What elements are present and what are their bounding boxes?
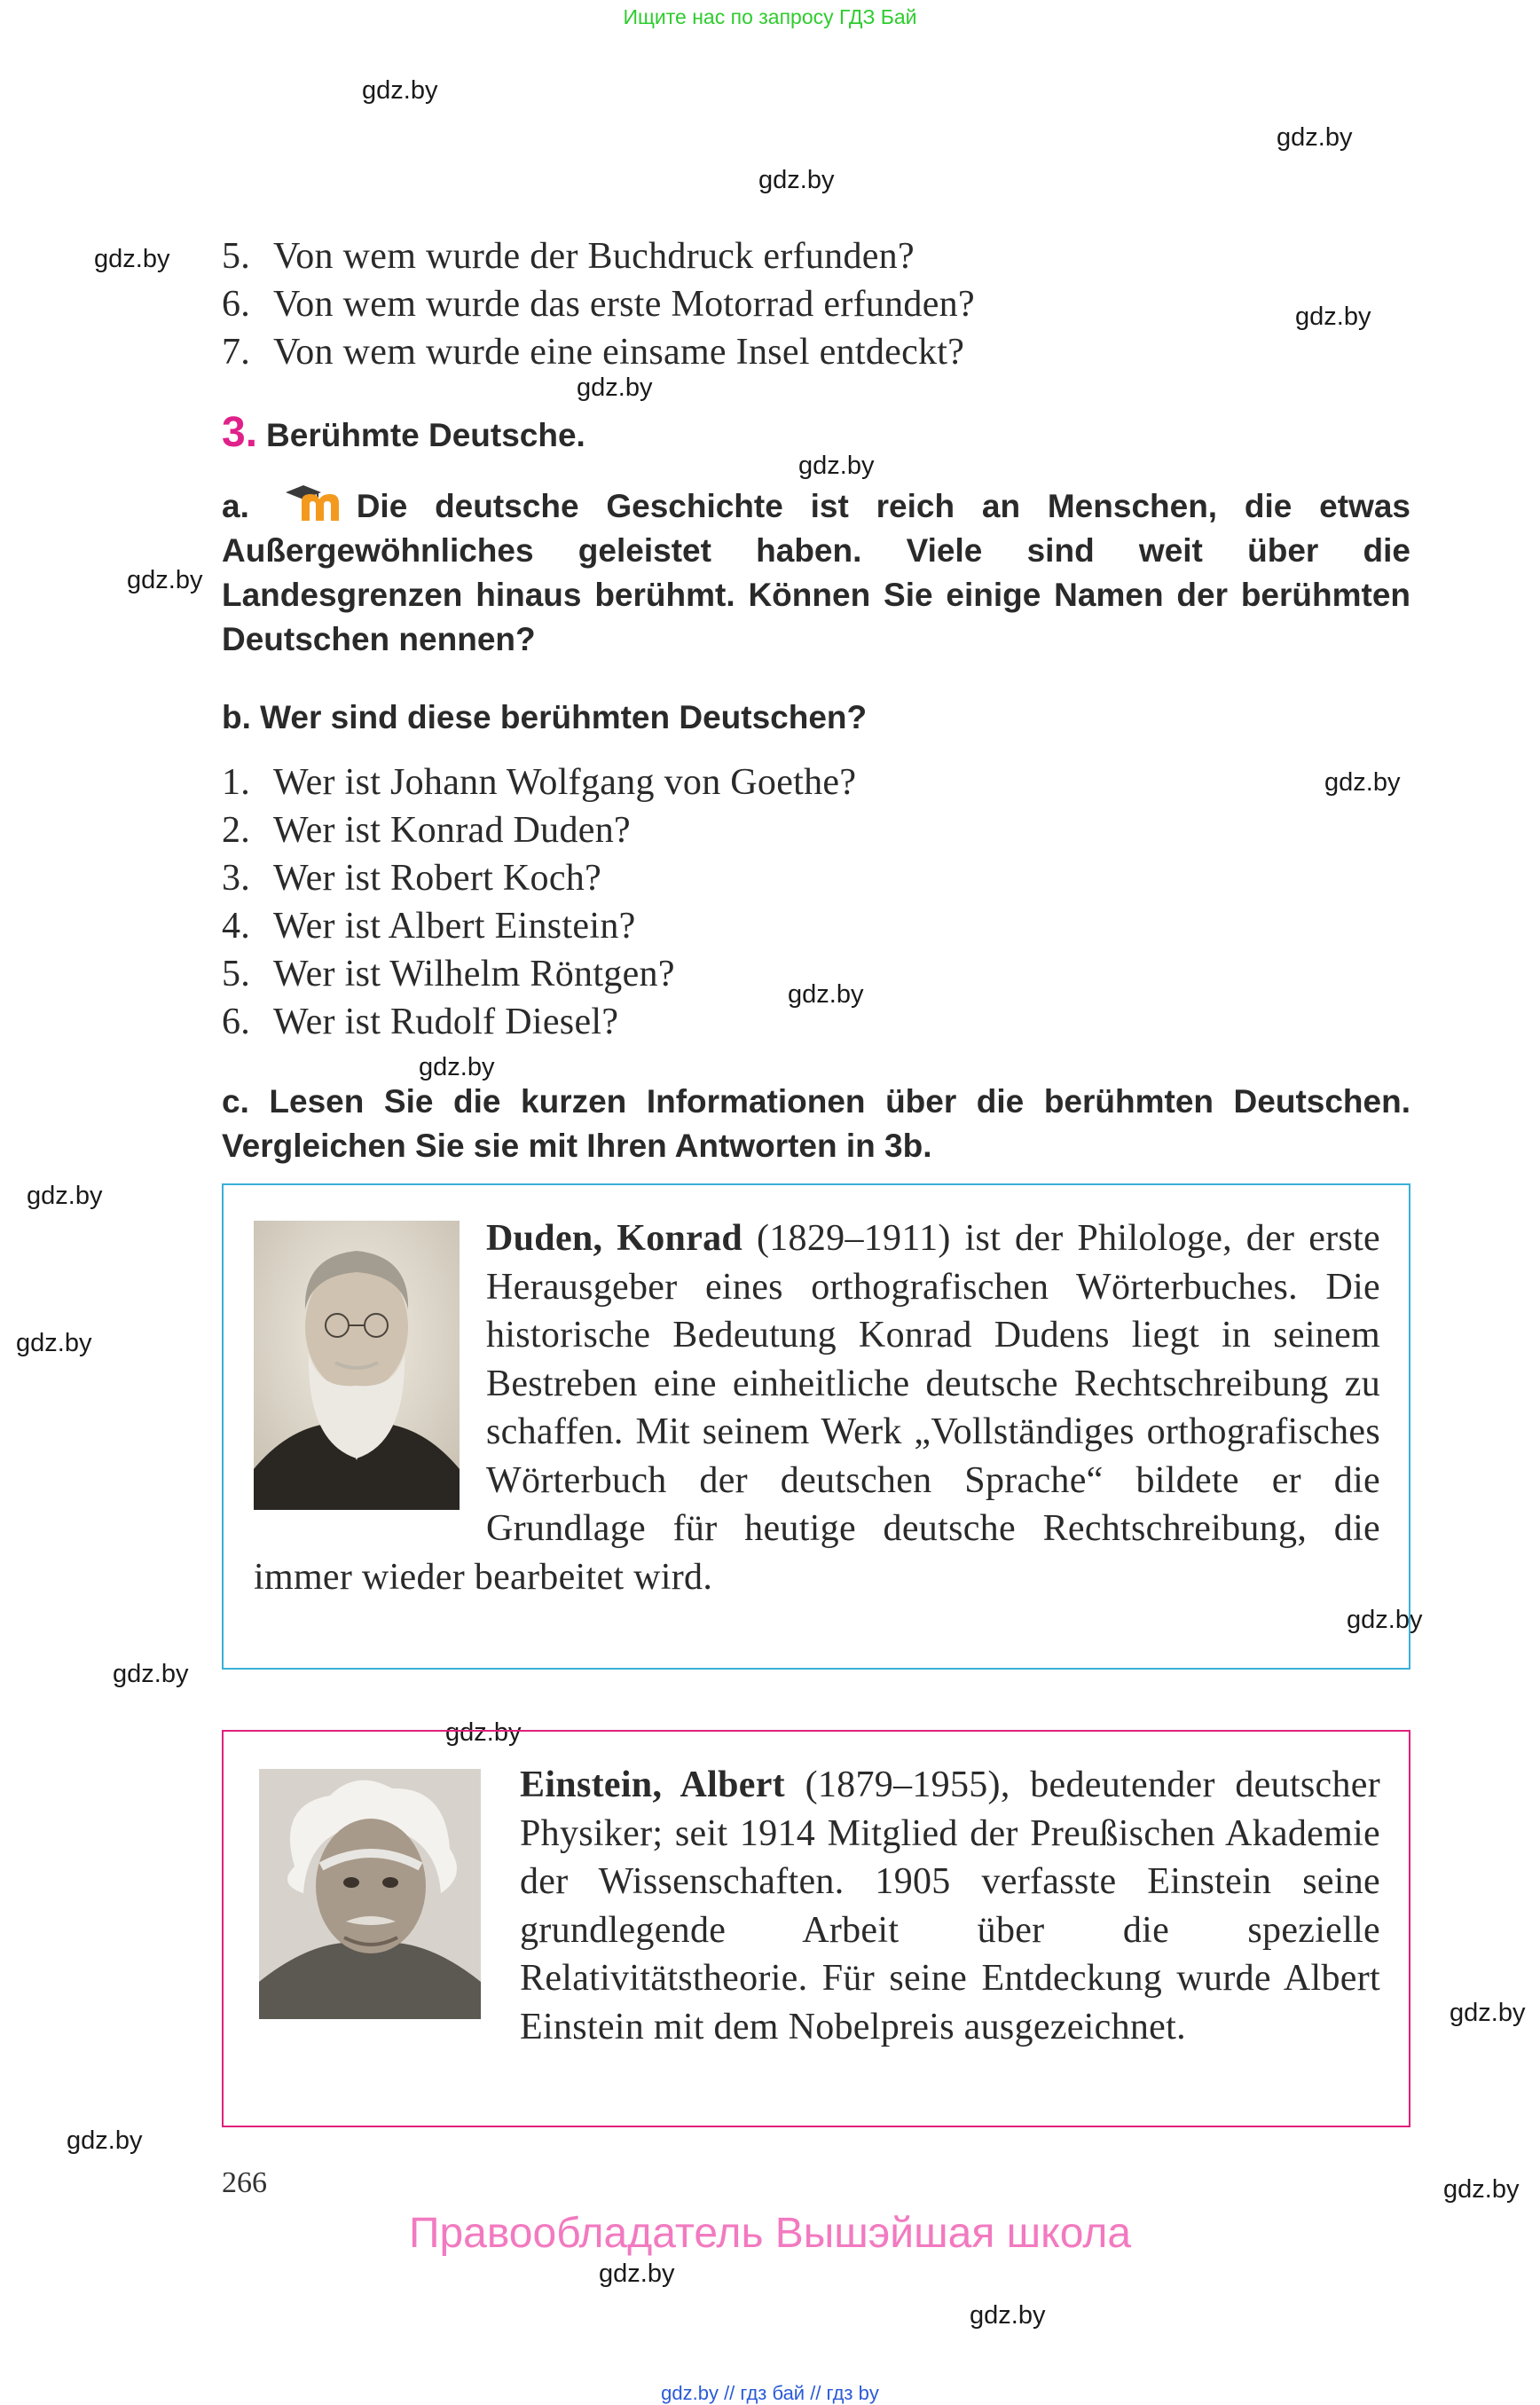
list-item: 6. Wer ist Rudolf Diesel? — [222, 1002, 619, 1042]
watermark: gdz.by — [27, 1182, 103, 1210]
watermark: gdz.by — [67, 2126, 143, 2155]
page-number: 266 — [222, 2166, 267, 2199]
top-banner[interactable]: Ищите нас по запросу ГДЗ Бай — [623, 5, 917, 28]
task-c-label: c. — [222, 1083, 249, 1120]
watermark: gdz.by — [113, 1660, 189, 1688]
einstein-portrait — [259, 1769, 481, 2019]
watermark: gdz.by — [445, 1718, 522, 1747]
task-c — [222, 1080, 1410, 1168]
list-item: 1. Wer ist Johann Wolfgang von Goethe? — [222, 762, 857, 803]
watermark: gdz.by — [1295, 303, 1371, 331]
top-question-list — [222, 232, 975, 376]
watermark: gdz.by — [798, 452, 875, 480]
watermark: gdz.by — [788, 980, 864, 1009]
task-b-text: Wer sind diese berühmten Deutschen? — [260, 699, 868, 735]
watermark: gdz.by — [16, 1329, 92, 1357]
task-a-label: a. — [222, 488, 249, 524]
list-item: 4. Wer ist Albert Einstein? — [222, 906, 636, 947]
list-item: 6. Von wem wurde das erste Motorrad erfunden? — [222, 284, 975, 325]
section-heading — [222, 408, 585, 457]
einstein-description: bedeutender deutscher Physiker; seit 1914 Mitglied der Preußischen Akademie der Wissenschaften. 1905 verfasste Einstein seine grundlegende Arbeit über die spezielle Relativitätstheorie. Für seine Entdeckung wurde Albert Einstein mit dem Nobelpreis ausgezeichnet. — [520, 1764, 1380, 2047]
copyright-notice: Правообладатель Вышэйшая школа — [408, 2210, 1132, 2257]
list-item: 3. Wer ist Robert Koch? — [222, 858, 602, 899]
list-item: 5. Wer ist Wilhelm Röntgen? — [222, 954, 675, 994]
task-a — [222, 483, 1410, 662]
duden-years: (1829–1911) — [756, 1218, 951, 1259]
b-question-list — [222, 758, 856, 1046]
watermark: gdz.by — [1277, 123, 1353, 152]
duden-card — [222, 1183, 1410, 1670]
watermark: gdz.by — [577, 373, 653, 402]
list-item: 5. Von wem wurde der Buchdruck erfunden? — [222, 236, 915, 277]
task-a-text: Die deutsche Geschichte ist reich an Menschen, die etwas Außergewöhnliches geleistet haben. Viele sind weit über die Landesgrenzen hinaus berühmt. Können Sie einige Namen der berühmten Deutschen nennen? — [222, 488, 1411, 657]
watermark: gdz.by — [1443, 2175, 1520, 2204]
section-number: 3. — [222, 409, 258, 456]
watermark: gdz.by — [362, 76, 438, 105]
watermark: gdz.by — [1347, 1606, 1423, 1634]
list-item: 2. Wer ist Konrad Duden? — [222, 810, 631, 851]
watermark: gdz.by — [599, 2260, 675, 2288]
task-c-text: Lesen Sie die kurzen Informationen über die berühmten Deutschen. Vergleichen Sie sie mit Ihren Antworten in 3b. — [222, 1083, 1410, 1164]
duden-text — [254, 1214, 1380, 1601]
m-graduation-cap-icon — [282, 483, 348, 523]
einstein-text — [520, 1761, 1380, 2051]
task-b-label: b. — [222, 699, 251, 735]
section-title: Berühmte Deutsche. — [266, 417, 585, 453]
list-item: 7. Von wem wurde eine einsame Insel entdeckt? — [222, 332, 965, 373]
task-b — [222, 696, 867, 740]
duden-name: Duden, Konrad — [486, 1218, 743, 1259]
watermark: gdz.by — [970, 2301, 1046, 2330]
watermark: gdz.by — [127, 566, 203, 594]
duden-description: ist der Philologe, der erste Herausgeber eines orthografischen Wörterbuches. Die historische Bedeutung Konrad Dudens liegt in seinem Bestreben eine einheitliche deutsche Rechtschreibung zu schaffen. Mit seinem Werk „Vollständiges orthografisches Wörterbuch der deutschen Sprache“ bildete er die Grundlage für heutige deutsche Rechtschreibung, die immer wieder bearbeitet wird. — [254, 1218, 1380, 1598]
einstein-years: (1879–1955), — [805, 1764, 1010, 1805]
einstein-name: Einstein, Albert — [520, 1764, 785, 1805]
einstein-card — [222, 1730, 1410, 2127]
footer-links[interactable]: gdz.by // гдз бай // гдз by — [661, 2382, 879, 2404]
watermark: gdz.by — [419, 1053, 495, 1081]
watermark: gdz.by — [758, 166, 835, 194]
watermark: gdz.by — [1450, 1999, 1526, 2027]
watermark: gdz.by — [94, 245, 170, 273]
watermark: gdz.by — [1324, 768, 1401, 797]
